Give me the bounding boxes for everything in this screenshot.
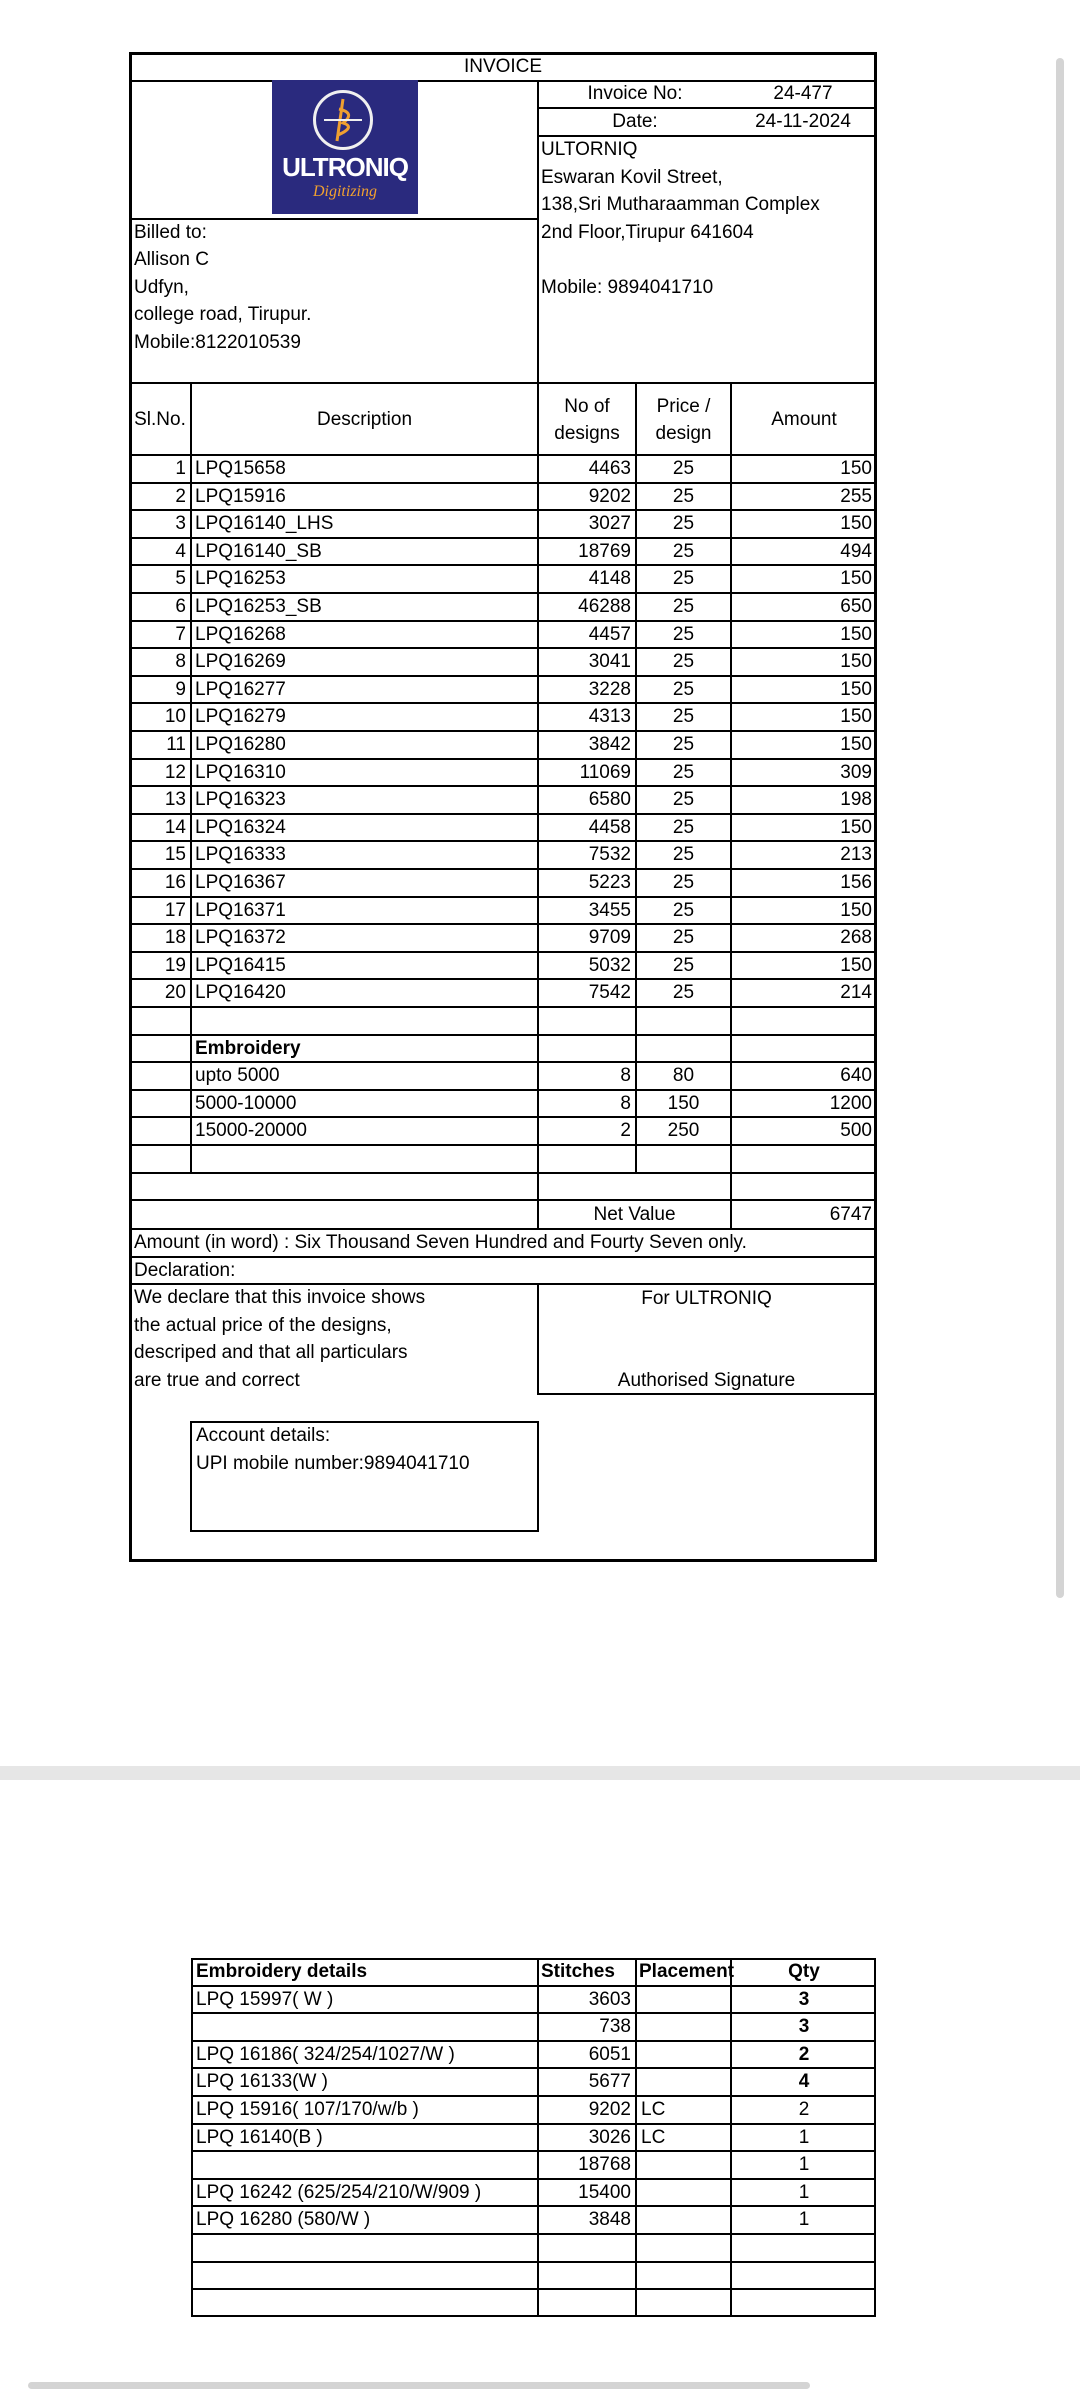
row-slno: 3 <box>175 513 186 535</box>
horizontal-scrollbar[interactable] <box>28 2382 810 2389</box>
row-price: 25 <box>672 568 695 590</box>
row-description: LPQ16280 <box>195 734 286 755</box>
row-slno: 13 <box>164 789 186 811</box>
row-slno: 7 <box>175 623 186 645</box>
row-amount: 150 <box>840 678 872 700</box>
row-slno: 10 <box>164 706 186 728</box>
row-description: LPQ16279 <box>195 706 286 728</box>
row-description: 5000-10000 <box>195 1092 297 1114</box>
row-description: LPQ16324 <box>195 816 286 838</box>
row-amount: 150 <box>840 954 872 976</box>
page-separator <box>0 1766 1080 1780</box>
vertical-scrollbar[interactable] <box>1056 58 1064 1598</box>
row-slno: 12 <box>164 761 186 783</box>
row-amount: 214 <box>840 982 872 1004</box>
logo-text: ULTRONIQ <box>282 152 408 182</box>
row-description: LPQ16253 <box>195 568 286 590</box>
divider <box>191 2261 876 2263</box>
row-item: LPQ 15916( 107/170/w/b ) <box>196 2099 419 2120</box>
divider <box>191 2233 876 2235</box>
row-description: LPQ16269 <box>195 651 286 673</box>
amount-in-words: Amount (in word) : Six Thousand Seven Hundred and Fourty Seven only. <box>134 1232 747 1253</box>
row-slno: 18 <box>164 927 186 949</box>
row-amount: 150 <box>840 734 872 755</box>
header-amount: Amount <box>771 409 837 430</box>
row-price: 25 <box>672 623 695 645</box>
row-description: LPQ16268 <box>195 623 286 645</box>
row-price: 25 <box>672 816 695 838</box>
row-no-designs: 9202 <box>588 485 631 507</box>
row-amount: 150 <box>840 816 872 838</box>
billed-to-line: Allison C <box>134 249 209 270</box>
row-price: 25 <box>672 872 695 893</box>
authorised-signature: Authorised Signature <box>617 1370 796 1391</box>
row-stitches: 3603 <box>588 1988 631 2010</box>
row-no-designs: 3041 <box>588 651 631 673</box>
row-no-designs: 4313 <box>588 706 631 728</box>
row-no-designs: 5223 <box>588 872 631 893</box>
row-amount: 150 <box>840 706 872 728</box>
seller-line: 2nd Floor,Tirupur 641604 <box>541 222 754 243</box>
row-no-designs: 3228 <box>588 678 631 700</box>
row-no-designs: 5032 <box>588 954 631 976</box>
row-no-designs: 4457 <box>588 623 631 645</box>
row-no-designs: 3455 <box>588 899 631 921</box>
row-description: LPQ16333 <box>195 844 286 866</box>
row-amount: 150 <box>840 623 872 645</box>
row-description: LPQ16277 <box>195 678 286 700</box>
row-stitches: 6051 <box>588 2043 631 2065</box>
row-slno: 9 <box>175 678 186 700</box>
row-qty: 1 <box>798 2154 810 2176</box>
invoice-title: INVOICE <box>463 56 543 77</box>
upi-number: UPI mobile number:9894041710 <box>196 1453 470 1474</box>
row-qty: 3 <box>798 2016 810 2038</box>
row-description: LPQ16140_SB <box>195 540 322 562</box>
date-value: 24-11-2024 <box>755 111 851 132</box>
divider <box>191 2288 876 2290</box>
seller-mobile: Mobile: 9894041710 <box>541 277 714 298</box>
logo-subtext: Digitizing <box>312 183 377 200</box>
header-price: Price / <box>656 396 711 417</box>
row-price: 25 <box>672 844 695 866</box>
row-slno: 14 <box>164 816 186 838</box>
invoice-no-label: Invoice No: <box>587 83 683 104</box>
row-qty: 1 <box>798 2181 810 2203</box>
row-price: 25 <box>672 734 695 755</box>
header-slno: Sl.No. <box>134 409 186 430</box>
billed-to-line: Mobile:8122010539 <box>134 332 301 353</box>
row-slno: 2 <box>175 485 186 507</box>
billed-to-label: Billed to: <box>134 222 207 243</box>
declaration-line: descriped and that all particulars <box>134 1342 408 1363</box>
row-slno: 11 <box>166 734 186 755</box>
row-amount: 150 <box>840 458 872 479</box>
header-qty: Qty <box>788 1961 820 1982</box>
logo-emblem-icon <box>313 90 373 150</box>
header-placement: Placement <box>639 1961 735 1982</box>
row-slno: 19 <box>164 954 186 976</box>
header-description: Description <box>316 409 413 430</box>
row-description: LPQ16372 <box>195 927 286 949</box>
billed-to-line: Udfyn, <box>134 277 189 298</box>
row-amount: 650 <box>840 596 872 617</box>
invoice-no-value: 24-477 <box>773 83 833 104</box>
net-value-label: Net Value <box>593 1204 676 1225</box>
row-price: 25 <box>672 513 695 535</box>
divider <box>130 1006 876 1008</box>
declaration-line: the actual price of the designs, <box>134 1315 392 1336</box>
row-amount: 150 <box>840 568 872 590</box>
row-item: LPQ 16133(W ) <box>196 2071 328 2093</box>
row-description: LPQ16367 <box>195 872 286 893</box>
row-price: 25 <box>672 485 695 507</box>
row-price: 250 <box>667 1120 700 1142</box>
row-no-designs: 8 <box>620 1092 631 1114</box>
seller-line: ULTORNIQ <box>541 139 638 160</box>
row-stitches: 9202 <box>588 2099 631 2120</box>
header-price: design <box>655 423 712 444</box>
row-placement: LC <box>641 2099 666 2120</box>
header-no-designs: No of <box>564 396 610 417</box>
row-no-designs: 4458 <box>588 816 631 838</box>
row-price: 25 <box>672 789 695 811</box>
divider <box>190 382 192 1172</box>
row-no-designs: 46288 <box>578 596 631 617</box>
row-slno: 1 <box>175 458 186 479</box>
row-price: 25 <box>672 540 695 562</box>
row-slno: 20 <box>164 982 186 1004</box>
for-company: For ULTRONIQ <box>641 1288 772 1309</box>
row-no-designs: 3027 <box>588 513 631 535</box>
row-price: 25 <box>672 651 695 673</box>
header-no-designs: designs <box>554 423 620 444</box>
row-description: LPQ16415 <box>195 954 286 976</box>
row-item: LPQ 16186( 324/254/1027/W ) <box>196 2043 455 2065</box>
row-price: 25 <box>672 954 695 976</box>
date-label: Date: <box>612 111 658 132</box>
row-description: LPQ15658 <box>195 458 286 479</box>
company-logo <box>272 80 418 214</box>
row-description: LPQ16253_SB <box>195 596 322 617</box>
row-slno: 6 <box>175 596 186 617</box>
embroidery-heading: Embroidery <box>195 1037 301 1059</box>
row-amount: 150 <box>840 651 872 673</box>
row-description: LPQ16310 <box>195 761 286 783</box>
row-price: 25 <box>672 899 695 921</box>
row-item: LPQ 16280 (580/W ) <box>196 2209 371 2231</box>
seller-line: 138,Sri Mutharaamman Complex <box>541 194 820 215</box>
row-slno: 5 <box>175 568 186 590</box>
row-stitches: 3026 <box>588 2126 631 2148</box>
divider <box>130 1256 876 1258</box>
row-amount: 1200 <box>829 1092 872 1114</box>
row-amount: 494 <box>840 540 872 562</box>
row-amount: 198 <box>840 789 872 811</box>
row-stitches: 18768 <box>578 2154 631 2176</box>
billed-to-line: college road, Tirupur. <box>134 304 312 325</box>
row-no-designs: 4148 <box>588 568 631 590</box>
row-qty: 2 <box>798 2043 810 2065</box>
row-amount: 156 <box>840 872 872 893</box>
row-slno: 4 <box>175 540 186 562</box>
row-amount: 213 <box>840 844 872 866</box>
row-price: 25 <box>672 678 695 700</box>
row-placement: LC <box>641 2126 666 2148</box>
row-price: 25 <box>672 761 695 783</box>
account-label: Account details: <box>196 1425 331 1446</box>
row-amount: 150 <box>840 513 872 535</box>
row-no-designs: 9709 <box>588 927 631 949</box>
row-no-designs: 7532 <box>588 844 631 866</box>
row-no-designs: 4463 <box>588 458 631 479</box>
row-stitches: 5677 <box>588 2071 631 2093</box>
seller-line: Eswaran Kovil Street, <box>541 167 723 188</box>
row-item: LPQ 15997( W ) <box>196 1988 334 2010</box>
row-description: LPQ16420 <box>195 982 286 1004</box>
row-price: 25 <box>672 927 695 949</box>
row-qty: 1 <box>798 2126 810 2148</box>
declaration-label: Declaration: <box>134 1260 236 1281</box>
divider <box>130 382 876 384</box>
divider <box>130 1144 876 1146</box>
divider <box>130 1172 876 1174</box>
declaration-line: are true and correct <box>134 1370 300 1391</box>
row-slno: 15 <box>164 844 186 866</box>
row-stitches: 738 <box>599 2016 631 2038</box>
row-description: LPQ16371 <box>195 899 286 921</box>
row-no-designs: 18769 <box>578 540 631 562</box>
row-qty: 1 <box>798 2209 810 2231</box>
declaration-line: We declare that this invoice shows <box>134 1287 426 1308</box>
row-price: 25 <box>672 596 695 617</box>
row-stitches: 3848 <box>588 2209 631 2231</box>
row-amount: 640 <box>840 1065 872 1087</box>
row-amount: 150 <box>840 899 872 921</box>
row-slno: 17 <box>164 899 186 921</box>
row-no-designs: 2 <box>620 1120 631 1142</box>
row-description: upto 5000 <box>195 1065 280 1087</box>
row-item: LPQ 16140(B ) <box>196 2126 323 2148</box>
row-item: LPQ 16242 (625/254/210/W/909 ) <box>196 2181 482 2203</box>
row-no-designs: 6580 <box>588 789 631 811</box>
row-price: 150 <box>667 1092 700 1114</box>
row-description: LPQ16140_LHS <box>195 513 334 535</box>
divider <box>537 80 539 382</box>
row-qty: 4 <box>798 2071 810 2093</box>
row-amount: 500 <box>840 1120 872 1142</box>
header-stitches: Stitches <box>541 1961 615 1982</box>
header-embroidery-details: Embroidery details <box>196 1961 368 1982</box>
row-slno: 16 <box>164 872 186 893</box>
row-description: 15000-20000 <box>195 1120 307 1142</box>
row-description: LPQ16323 <box>195 789 286 811</box>
embroidery-page <box>0 1780 1080 2400</box>
row-stitches: 15400 <box>578 2181 631 2203</box>
row-price: 25 <box>672 458 695 479</box>
row-slno: 8 <box>175 651 186 673</box>
row-price: 80 <box>672 1065 695 1087</box>
row-no-designs: 3842 <box>588 734 631 755</box>
row-amount: 268 <box>840 927 872 949</box>
row-qty: 3 <box>798 1988 810 2010</box>
row-amount: 255 <box>840 485 872 507</box>
row-no-designs: 11069 <box>579 761 631 783</box>
net-value: 6747 <box>829 1204 872 1225</box>
row-price: 25 <box>672 706 695 728</box>
row-amount: 309 <box>840 761 872 783</box>
row-description: LPQ15916 <box>195 485 286 507</box>
row-no-designs: 7542 <box>588 982 631 1004</box>
row-qty: 2 <box>798 2099 810 2120</box>
row-no-designs: 8 <box>620 1065 631 1087</box>
row-price: 25 <box>672 982 695 1004</box>
